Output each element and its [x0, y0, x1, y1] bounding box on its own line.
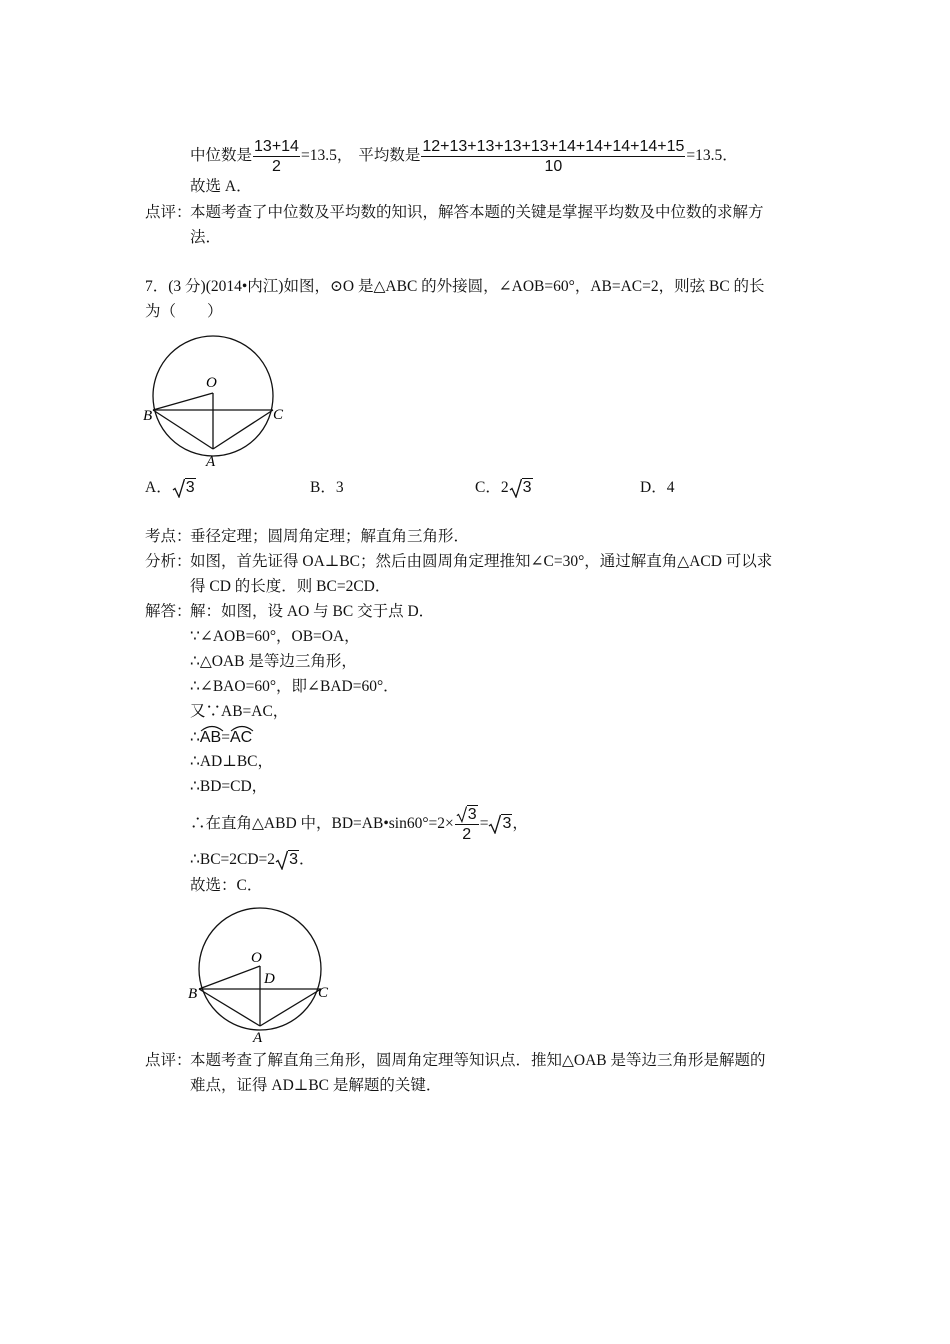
radical-sign-icon: [456, 805, 467, 823]
label-b: B: [188, 986, 198, 1002]
solution-step-0: 解：如图，设 AO 与 BC 交于点 D．: [190, 603, 435, 620]
arc-ab: [200, 724, 221, 746]
prev-comment-line1: 本题考查了中位数及平均数的知识，解答本题的关键是掌握平均数及中位数的求解方: [190, 204, 764, 221]
solution-step-6: ∴AD⊥BC，: [190, 753, 274, 770]
step9-end: ．: [298, 851, 315, 868]
step5-prefix: ∴: [190, 729, 200, 746]
prev-choice: 故选 A．: [190, 178, 252, 195]
segment-ba: [153, 410, 213, 449]
dianping-label: 点评：: [145, 1052, 192, 1069]
arc-mark-icon: [200, 724, 224, 732]
step8-fraction: [455, 805, 479, 844]
segment-ca: [260, 989, 321, 1026]
option-c-radicand: 3: [522, 479, 532, 497]
step8-end: ，: [512, 815, 528, 832]
option-c-label: C．: [475, 479, 501, 496]
radical-sign-icon: [172, 478, 185, 498]
fenxi-line1: 如图，首先证得 OA⊥BC；然后由圆周角定理推知∠C=30°，通过解直角△ACD 可以求: [190, 553, 773, 570]
median-fraction: [253, 137, 300, 176]
median-denominator: 2: [272, 158, 281, 175]
label-b: B: [143, 408, 153, 424]
label-c: C: [318, 985, 329, 1001]
step9-prefix: ∴BC=2CD=2: [190, 851, 276, 868]
step5-eq: =: [221, 729, 230, 746]
solution-step-4: 又∵AB=AC，: [190, 703, 289, 720]
q7-figure-2: [185, 902, 335, 1044]
option-d-label: D．: [640, 479, 667, 496]
option-c: [475, 478, 533, 498]
solution-step-3: ∴∠BAO=60°，即∠BAD=60°．: [190, 678, 399, 695]
step8-num-radicand: 3: [467, 806, 477, 824]
arc-ac: [230, 724, 252, 746]
radical-sign-icon: [509, 478, 522, 498]
mean-prefix: 平均数是: [358, 147, 421, 165]
fenxi-line2: 得 CD 的长度．则 BC=2CD．: [190, 578, 391, 595]
step8-sqrt: [488, 814, 512, 834]
dianping-line1: 本题考查了解直角三角形，圆周角定理等知识点．推知△OAB 是等边三角形是解题的: [190, 1052, 766, 1069]
mean-fraction: [421, 137, 685, 176]
step8-numerator: [455, 805, 479, 825]
segment-bo: [199, 966, 260, 989]
option-d: [640, 478, 674, 498]
prev-comment-line2: 法．: [190, 229, 222, 246]
median-numerator: 13+14: [254, 138, 299, 155]
label-c: C: [273, 407, 284, 423]
median-mean-line: [190, 137, 738, 176]
label-o: O: [251, 950, 262, 966]
option-c-coef: 2: [500, 479, 509, 496]
jieda-label: 解答：: [145, 603, 192, 620]
solution-step-7: ∴BD=CD，: [190, 778, 268, 795]
arc-mark-icon: [230, 724, 254, 732]
option-b-label: B．: [310, 479, 336, 496]
median-result: =13.5，: [300, 147, 353, 165]
mean-denominator: 10: [544, 158, 563, 175]
median-prefix: 中位数是: [190, 147, 253, 165]
dianping-line2: 难点，证得 AD⊥BC 是解题的关键．: [190, 1077, 442, 1094]
label-d: D: [264, 971, 275, 987]
option-a-sqrt: [172, 478, 196, 498]
step8-denominator: 2: [462, 826, 472, 844]
label-a: A: [206, 454, 216, 470]
prev-comment-label: 点评：: [145, 204, 192, 221]
option-c-sqrt: [509, 478, 533, 498]
label-a: A: [253, 1030, 263, 1044]
radical-sign-icon: [488, 814, 501, 834]
segment-bo: [153, 393, 213, 410]
solution-step-1: ∵∠AOB=60°，OB=OA，: [190, 628, 360, 645]
arc-ab-text: AB: [199, 729, 222, 746]
solution-step-10: 故选：C．: [190, 877, 263, 894]
option-a-radicand: 3: [185, 479, 195, 497]
mean-numerator: 12+13+13+13+13+14+14+14+14+15: [422, 138, 685, 155]
kaodian-text: 垂径定理；圆周角定理；解直角三角形．: [190, 528, 470, 545]
option-d-value: 4: [666, 479, 675, 496]
option-b-value: 3: [335, 479, 344, 496]
q7-stem-line2: 为（ ）: [145, 303, 223, 320]
step9-sqrt: [275, 850, 299, 870]
radical-sign-icon: [275, 850, 288, 870]
segment-ba: [199, 989, 260, 1026]
solution-step-2: ∴△OAB 是等边三角形，: [190, 653, 357, 670]
mean-result: =13.5．: [686, 147, 738, 165]
kaodian-label: 考点：: [145, 528, 192, 545]
step8-eq: =: [479, 815, 489, 832]
q7-stem-line1: 7．(3 分)(2014•内江)如图，⊙O 是△ABC 的外接圆，∠AOB=60°，AB=AC=2，则弦 BC 的长: [145, 278, 765, 295]
solution-step-8: [190, 804, 528, 844]
label-o: O: [206, 375, 217, 391]
arc-ac-text: AC: [229, 729, 253, 746]
step8-prefix: ∴在直角△ABD 中，BD=AB•sin60°=2×: [190, 815, 454, 832]
segment-ca: [213, 410, 273, 449]
fenxi-label: 分析：: [145, 553, 192, 570]
option-b: [310, 478, 344, 498]
option-a-label: A．: [145, 479, 172, 496]
step8-radicand: 3: [502, 815, 512, 833]
q7-figure-1: [140, 328, 290, 470]
solution-step-9: [190, 850, 314, 870]
step8-num-sqrt: [456, 805, 478, 824]
step9-radicand: 3: [289, 851, 298, 869]
option-a: [145, 478, 196, 498]
solution-step-5: [190, 724, 252, 748]
